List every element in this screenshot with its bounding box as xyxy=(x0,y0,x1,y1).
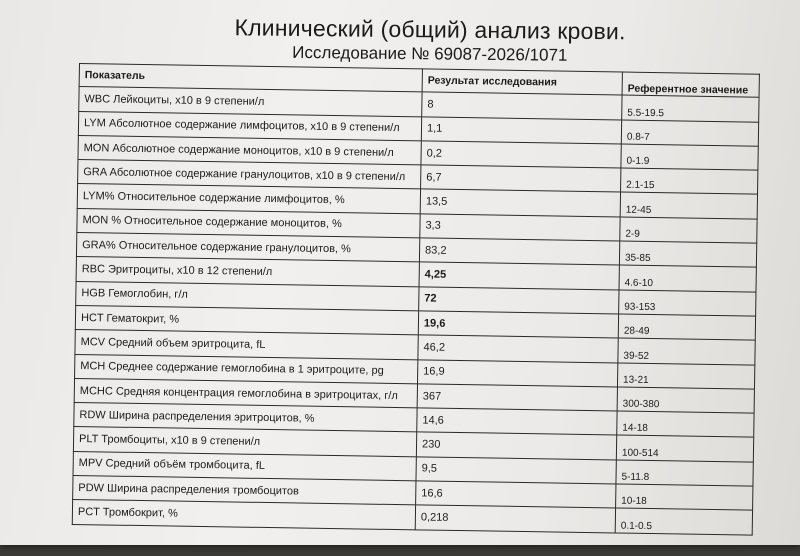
row-result: 9,5 xyxy=(416,457,616,484)
row-indicator: HCT Гематокрит, % xyxy=(75,305,418,335)
header-indicator: Показатель xyxy=(79,64,422,93)
row-indicator: MCHC Средняя концентрация гемоглобина в эритроцитах, г/л xyxy=(74,378,417,408)
row-result: 367 xyxy=(417,384,617,411)
row-reference: 93-153 xyxy=(619,290,756,316)
row-result: 14,6 xyxy=(417,408,617,435)
header-reference: Референтное значение xyxy=(622,72,759,97)
row-reference: 13-21 xyxy=(617,363,754,389)
row-indicator: GRA Абсолютное содержание гранулоцитов, x10 в 9 степени/л xyxy=(78,160,421,190)
row-result: 230 xyxy=(416,432,616,459)
row-result: 83,2 xyxy=(419,238,619,265)
row-reference: 10-18 xyxy=(616,484,753,510)
results-table xyxy=(72,63,760,535)
document-title: Клинический (общий) анализ крови. xyxy=(234,14,626,45)
row-reference: 2-9 xyxy=(620,217,757,243)
row-result: 4,25 xyxy=(419,262,619,289)
row-reference: 35-85 xyxy=(619,241,756,267)
row-reference: 39-52 xyxy=(618,338,755,364)
row-result: 0,2 xyxy=(421,141,621,168)
study-number: Исследование № 69087-2026/1071 xyxy=(292,42,568,65)
header-result: Результат исследования xyxy=(422,69,622,95)
row-result: 3,3 xyxy=(420,214,620,241)
row-result: 16,6 xyxy=(416,481,616,508)
row-result: 19,6 xyxy=(418,311,618,338)
row-result: 6,7 xyxy=(421,165,621,192)
row-indicator: MON Абсолютное содержание моноцитов, x10 в 9 степени/л xyxy=(78,135,421,165)
row-indicator: LYM Абсолютное содержание лимфоцитов, x10 в 9 степени/л xyxy=(78,111,421,141)
row-reference: 0-1.9 xyxy=(621,144,758,170)
row-reference: 300-380 xyxy=(617,387,754,413)
row-result: 13,5 xyxy=(420,189,620,216)
row-indicator: GRA% Относительное содержание гранулоцитов, % xyxy=(76,233,419,263)
row-result: 16,9 xyxy=(418,359,618,386)
row-reference: 4.6-10 xyxy=(619,265,756,291)
row-indicator: MON % Относительное содержание моноцитов, % xyxy=(77,208,420,238)
row-reference: 0.1-0.5 xyxy=(615,508,752,534)
row-indicator: HGB Гемоглобин, г/л xyxy=(76,281,419,311)
row-indicator: RDW Ширина распределения эритроцитов, % xyxy=(74,403,417,433)
row-reference: 5-11.8 xyxy=(616,460,753,486)
row-reference: 2.1-15 xyxy=(621,168,758,194)
row-reference: 12-45 xyxy=(620,193,757,219)
row-indicator: WBC Лейкоциты, x10 в 9 степени/л xyxy=(79,87,422,117)
row-indicator: PDW Ширина распределения тромбоцитов xyxy=(73,476,416,506)
row-result: 72 xyxy=(419,287,619,314)
row-reference: 28-49 xyxy=(618,314,755,340)
row-reference: 14-18 xyxy=(617,411,754,437)
row-result: 0,218 xyxy=(415,505,615,532)
row-result: 1,1 xyxy=(421,116,621,143)
row-indicator: PLT Тромбоциты, x10 в 9 степени/л xyxy=(73,427,416,457)
row-result: 46,2 xyxy=(418,335,618,362)
results-table-wrapper xyxy=(72,63,759,535)
row-result: 8 xyxy=(422,92,622,119)
row-indicator: MCV Средний объем эритроцита, fL xyxy=(75,330,418,360)
row-indicator: MCH Среднее содержание гемоглобина в 1 эритроците, pg xyxy=(75,354,418,384)
row-reference: 5.5-19.5 xyxy=(622,95,759,121)
row-reference: 100-514 xyxy=(616,435,753,461)
row-indicator: PCT Тромбокрит, % xyxy=(72,500,415,530)
row-indicator: LYM% Относительное содержание лимфоцитов, % xyxy=(77,184,420,214)
row-indicator: RBC Эритроциты, x10 в 12 степени/л xyxy=(76,257,419,287)
row-reference: 0.8-7 xyxy=(621,120,758,146)
row-indicator: MPV Средний объём тромбоцита, fL xyxy=(73,451,416,481)
document-heading xyxy=(0,10,800,68)
